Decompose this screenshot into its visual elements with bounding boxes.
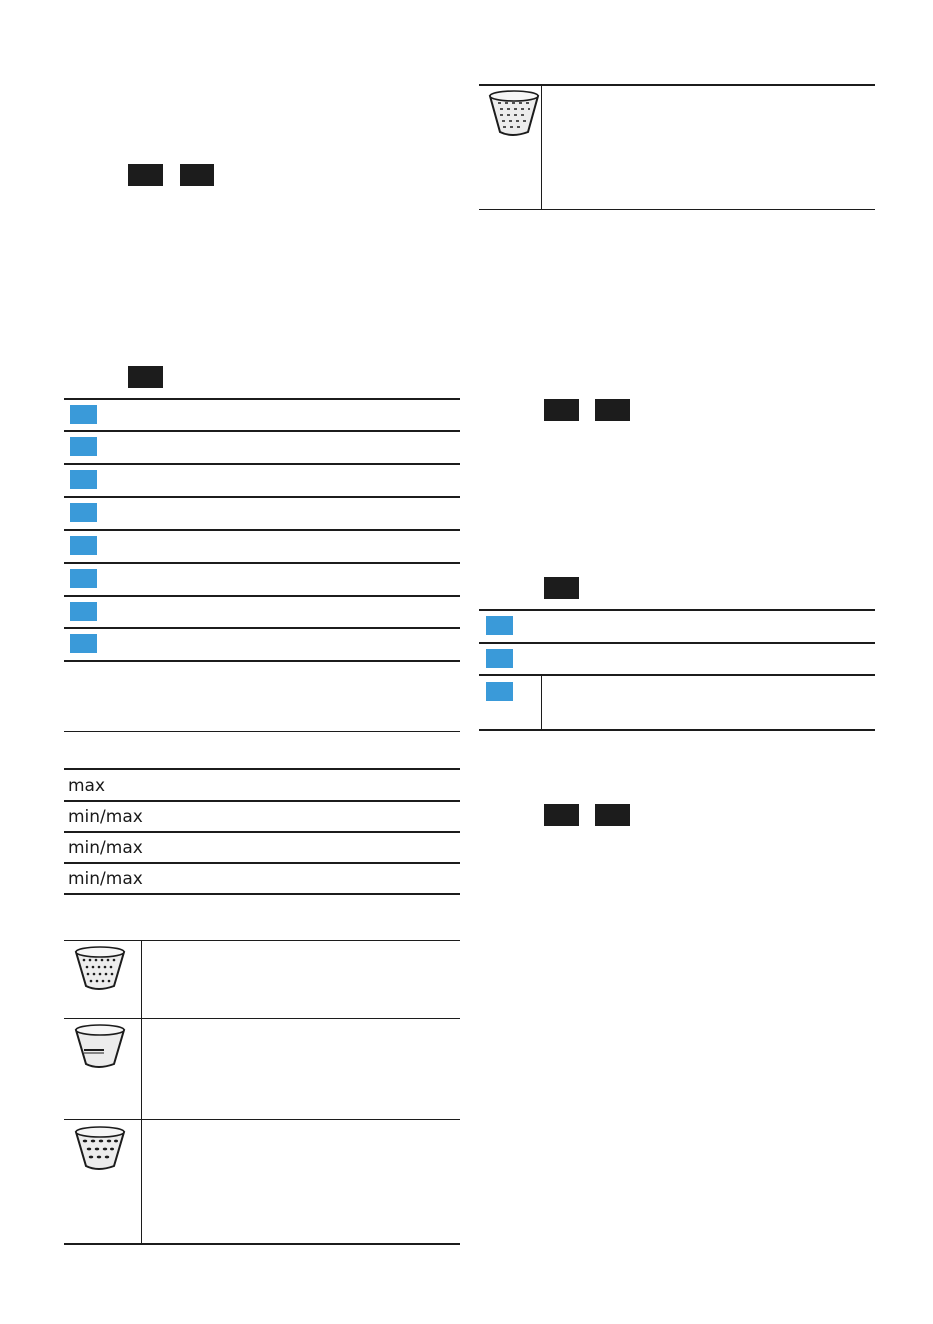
marker-square-icon [486,682,513,701]
table-rule [64,398,460,400]
table-rule [64,430,460,432]
table-rule [64,1243,460,1245]
table-rule [64,529,460,531]
marker-square-icon [70,503,97,522]
table-rule [64,1119,460,1120]
table-rule [64,893,460,895]
table-rule [64,862,460,864]
table-rule [64,940,460,941]
dark-label-block [128,366,163,388]
table-rule [64,595,460,597]
slicing-drum-icon [70,1024,130,1070]
dark-label-block [595,804,630,826]
dark-label-block [128,164,163,186]
marker-square-icon [486,649,513,668]
table-rule [479,674,875,676]
marker-square-icon [70,634,97,653]
table-rule [64,768,460,770]
grating-drum-fine-icon [70,946,130,992]
dark-label-block [595,399,630,421]
marker-square-icon [70,470,97,489]
dark-label-block [180,164,214,186]
grating-drum-coarse-icon [70,1126,130,1172]
speed-setting: min/max [68,807,143,827]
table-rule [64,831,460,833]
table-column-divider [541,674,542,730]
shredding-drum-icon [484,90,544,138]
marker-square-icon [486,616,513,635]
table-rule [64,463,460,465]
table-rule [64,562,460,564]
table-rule [64,731,460,732]
table-rule [64,800,460,802]
table-rule [479,84,875,86]
marker-square-icon [70,437,97,456]
table-rule [64,1018,460,1019]
marker-square-icon [70,569,97,588]
marker-square-icon [70,405,97,424]
dark-label-block [544,399,579,421]
table-column-divider [141,940,142,1244]
speed-setting: min/max [68,838,143,858]
dark-label-block [544,577,579,599]
marker-square-icon [70,536,97,555]
speed-setting: min/max [68,869,143,889]
table-rule [64,660,460,662]
table-rule [479,609,875,611]
marker-square-icon [70,602,97,621]
table-rule [479,209,875,210]
table-rule [64,627,460,629]
table-rule [479,642,875,644]
table-rule [64,496,460,498]
table-rule [479,729,875,731]
dark-label-block [544,804,579,826]
speed-setting: max [68,776,106,796]
